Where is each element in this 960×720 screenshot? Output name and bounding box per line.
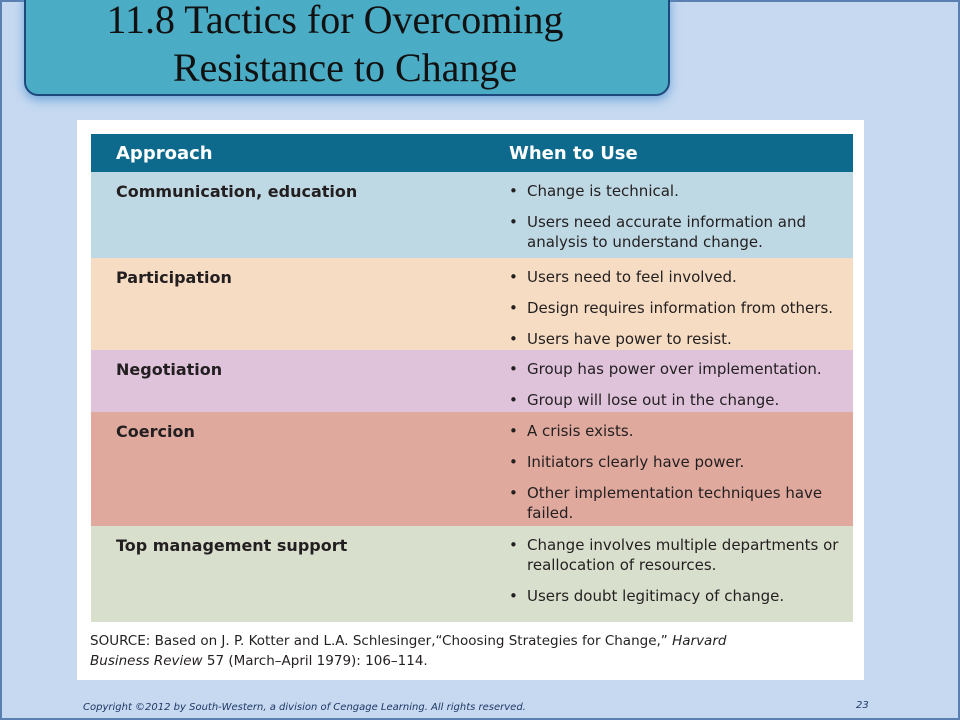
header-when-to-use: When to Use [509,143,638,164]
bullet-dot: • [509,213,518,231]
approach-cell: Top management support [116,536,348,555]
bullet-dot: • [509,299,518,317]
when-to-use-list [509,421,849,534]
page-number: 23 [856,700,869,711]
approach-cell: Communication, education [116,182,358,201]
bullet-item: • Change involves multiple departments or reallocation of resources. [509,536,839,574]
bullet-item: • Users have power to resist. [509,330,732,348]
when-to-use-list [509,181,849,263]
bullet-dot: • [509,182,518,200]
bullet-item: • Users need accurate information and analysis to understand change. [509,213,807,251]
tactics-table [77,120,864,680]
approach-cell: Coercion [116,422,195,441]
table-row-communication [91,172,853,258]
bullet-dot: • [509,453,518,471]
bullet-item: • Other implementation techniques have failed. [509,484,823,522]
table-row-coercion [91,412,853,526]
bullet-dot: • [509,536,518,554]
approach-cell: Negotiation [116,360,223,379]
bullet-item: • Initiators clearly have power. [509,453,745,471]
copyright-footer: Copyright ©2012 by South-Western, a division of Cengage Learning. All rights reserved. [83,702,526,713]
bullet-item: • Users need to feel involved. [509,268,737,286]
approach-cell: Participation [116,268,232,287]
bullet-dot: • [509,330,518,348]
title-box [24,0,670,96]
bullet-dot: • [509,484,518,502]
bullet-item: • Users doubt legitimacy of change. [509,587,785,605]
table-row-negotiation [91,350,853,412]
bullet-item: • Design requires information from others. [509,299,834,317]
table-row-top-management [91,526,853,622]
slide-title-line-2: Resistance to Change [172,45,518,90]
table-header [91,134,853,172]
source-citation: SOURCE: Based on J. P. Kotter and L.A. Schlesinger,“Choosing Strategies for Change,” Harvard Business Review 57 (March–April 1979): 106–114. [90,633,727,669]
header-approach: Approach [116,143,213,164]
bullet-dot: • [509,391,518,409]
when-to-use-list [509,535,849,617]
table-row-participation [91,258,853,350]
bullet-item: • Group has power over implementation. [509,360,822,378]
bullet-item: • Change is technical. [509,182,679,200]
bullet-dot: • [509,268,518,286]
slide-title-line-1: 11.8 Tactics for Overcoming [106,0,564,42]
when-to-use-list [509,267,849,360]
bullet-dot: • [509,587,518,605]
bullet-item: • Group will lose out in the change. [509,391,780,409]
bullet-dot: • [509,360,518,378]
bullet-dot: • [509,422,518,440]
bullet-item: • A crisis exists. [509,422,634,440]
source-journal: Harvard Business Review [90,633,727,669]
